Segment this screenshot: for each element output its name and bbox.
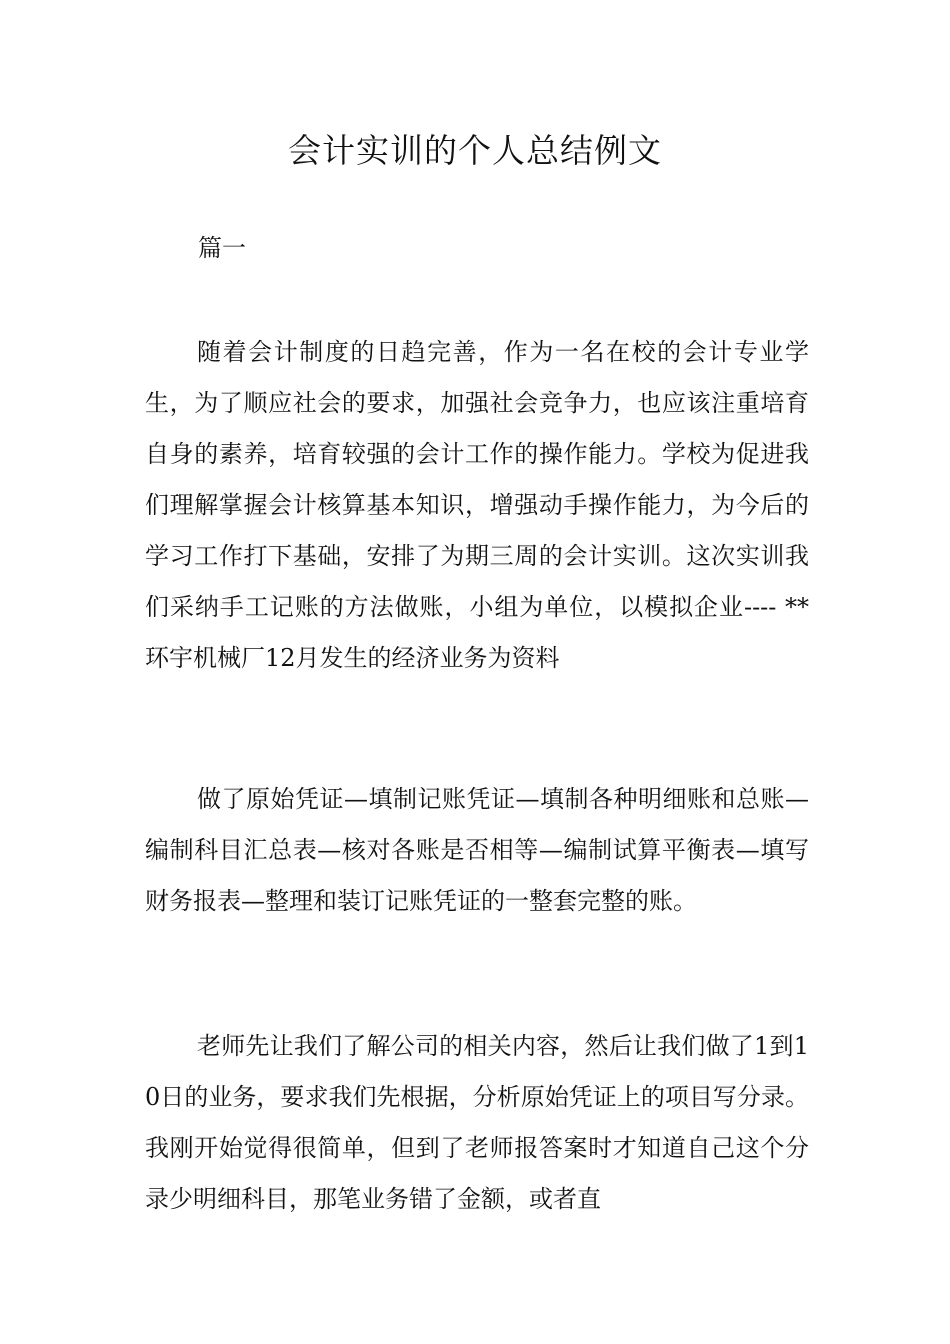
paragraph-2: 做了原始凭证—填制记账凭证—填制各种明细账和总账—编制科目汇总表—核对各账是否相等—编制试算平衡表—填写财务报表—整理和装订记账凭证的一整套完整的账。 (145, 785, 809, 915)
paragraph-1: 随着会计制度的日趋完善，作为一名在校的会计专业学生，为了顺应社会的要求，加强社会竞争力，也应该注重培育自身的素养，培育较强的会计工作的操作能力。学校为促进我们理解掌握会计核算基本知识，增强动手操作能力，为今后的学习工作打下基础，安排了为期三周的会计实训。这次实训我们采纳手工记账的方法做账，小组为单位，以模拟企业---- **环宇机械厂12月发生的经济业务为资料 (145, 338, 809, 672)
section-label: 篇一 (198, 234, 246, 262)
document-title: 会计实训的个人总结例文 (288, 131, 662, 170)
paragraph-3: 老师先让我们了解公司的相关内容，然后让我们做了1到10日的业务，要求我们先根据，分析原始凭证上的项目写分录。我刚开始觉得很简单，但到了老师报答案时才知道自己这个分录少明细科目，那笔业务错了金额，或者直 (145, 1032, 809, 1213)
